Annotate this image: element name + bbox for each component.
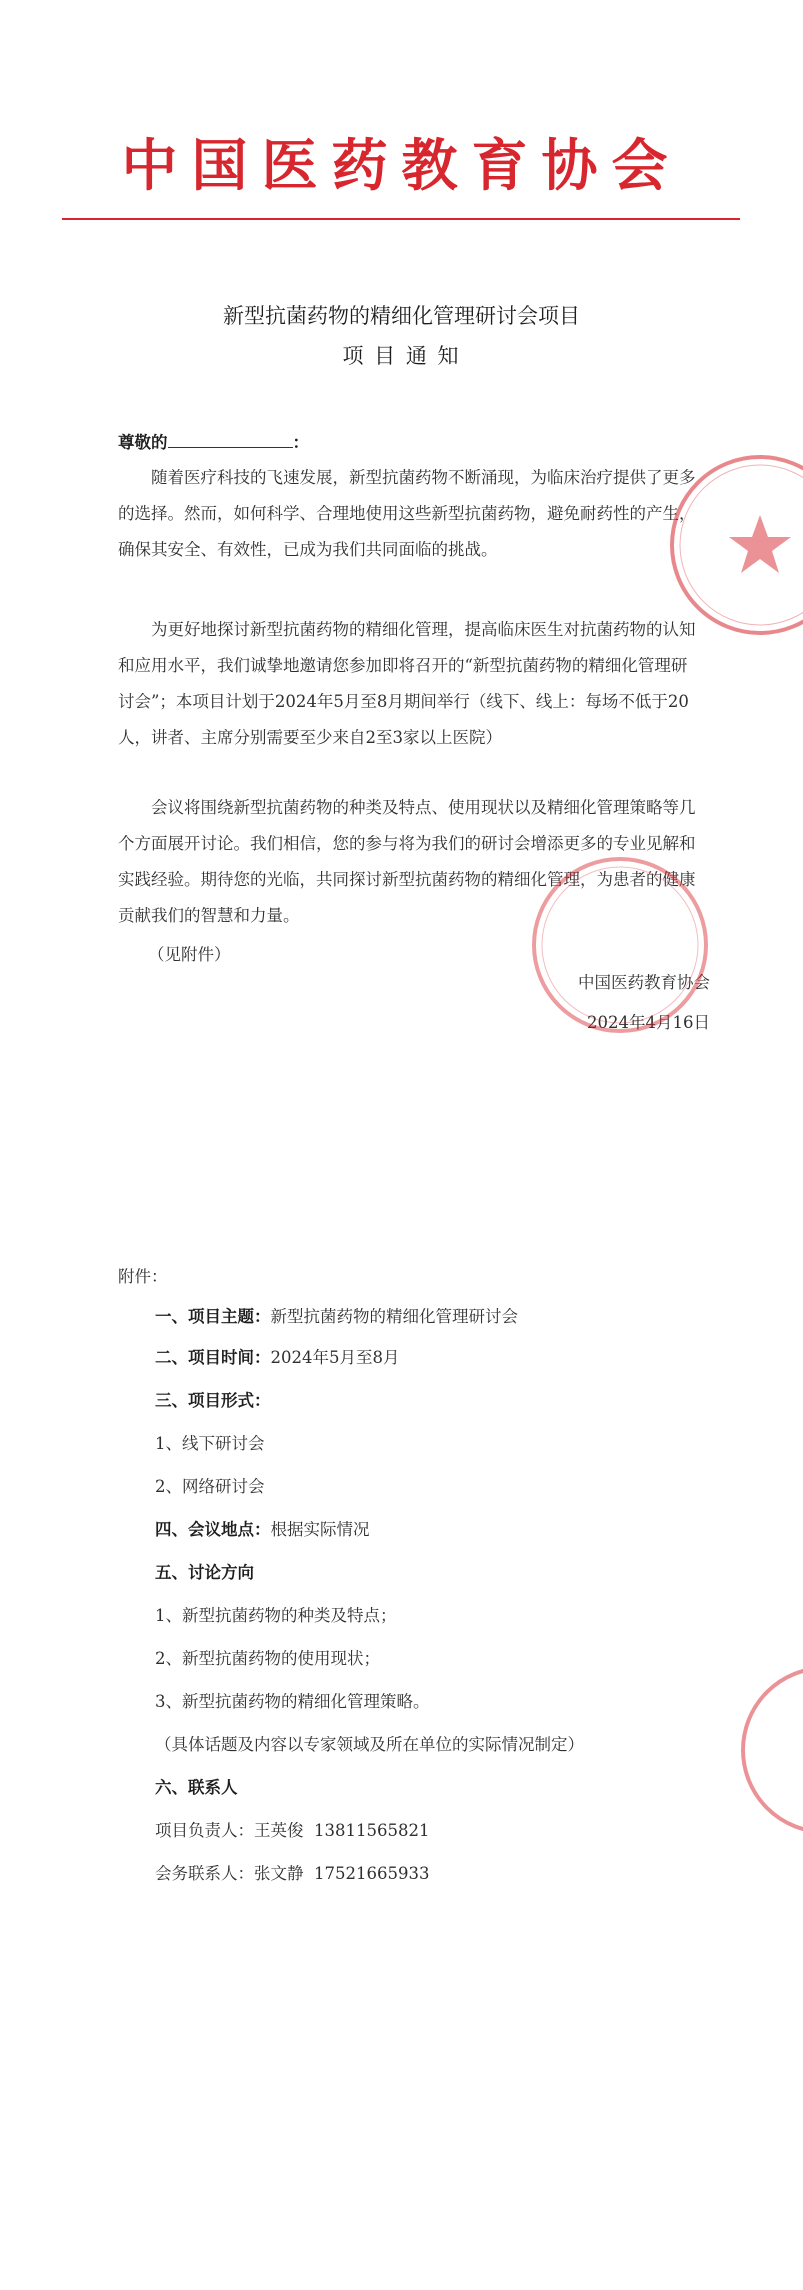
attachment-discussion [155, 1559, 254, 1583]
document-title: 新型抗菌药物的精细化管理研讨会项目 [223, 304, 580, 328]
document-subtitle: 项 目 通 知 [342, 344, 461, 368]
salutation-colon: ： [292, 433, 309, 452]
contact-label: 六、联系人 [155, 1778, 238, 1797]
org-letterhead: 中国医药教育协会 [121, 133, 682, 199]
discussion-item: 3、新型抗菌药物的精细化管理策略。 [155, 1692, 430, 1711]
letterhead-rule [62, 218, 740, 220]
attachment-time [155, 1344, 400, 1368]
recipient-blank [168, 429, 293, 448]
venue-label: 四、会议地点： [155, 1520, 271, 1539]
contact-name: 王英俊 [254, 1821, 304, 1840]
contact-row [155, 1817, 429, 1841]
contact-row [155, 1860, 429, 1884]
salutation [118, 425, 309, 461]
discussion-item: 2、新型抗菌药物的使用现状； [155, 1649, 380, 1668]
contact-phone: 17521665933 [314, 1864, 430, 1883]
contact-role: 会务联系人： [155, 1864, 254, 1883]
discussion-item: 1、新型抗菌药物的种类及特点； [155, 1606, 397, 1625]
attachment-topic [155, 1303, 518, 1327]
format-item: 1、线下研讨会 [155, 1434, 265, 1453]
body-paragraph-3: 会议将围绕新型抗菌药物的种类及特点、使用现状以及精细化管理策略等几个方面展开讨论。我们相信，您的参与将为我们的研讨会增添更多的专业见解和实践经验。期待您的光临，共同探讨新型抗菌药物的精细化管理，为患者的健康贡献我们的智慧和力量。 [118, 798, 696, 925]
signature-org: 中国医药教育协会 [578, 973, 710, 992]
contact-phone: 13811565821 [314, 1821, 430, 1840]
format-label: 三、项目形式： [155, 1391, 271, 1410]
format-item: 2、网络研讨会 [155, 1477, 265, 1496]
time-value: 2024年5月至8月 [270, 1348, 400, 1367]
discussion-note: （具体话题及内容以专家领域及所在单位的实际情况制定） [155, 1735, 584, 1754]
attachment-heading: 附件： [118, 1267, 168, 1286]
time-label: 二、项目时间： [155, 1348, 271, 1367]
attachment-venue [155, 1516, 370, 1540]
attachment-contacts [155, 1774, 238, 1798]
contact-role: 项目负责人： [155, 1821, 254, 1840]
topic-label: 一、项目主题： [155, 1307, 271, 1326]
discussion-label: 五、讨论方向 [155, 1563, 254, 1582]
page-edge-seal-stamp [735, 1660, 803, 1840]
body-paragraph-1: 随着医疗科技的飞速发展，新型抗菌药物不断涌现，为临床治疗提供了更多的选择。然而，如何科学、合理地使用这些新型抗菌药物，避免耐药性的产生，确保其安全、有效性，已成为我们共同面临的挑战。 [118, 468, 696, 559]
see-attachment: （见附件） [148, 945, 231, 964]
attachment-format [155, 1387, 271, 1411]
venue-value: 根据实际情况 [270, 1520, 370, 1539]
salutation-label: 尊敬的 [118, 433, 168, 452]
signature-date: 2024年4月16日 [587, 1013, 710, 1032]
body-paragraph-2: 为更好地探讨新型抗菌药物的精细化管理，提高临床医生对抗菌药物的认知和应用水平，我们诚挚地邀请您参加即将召开的“新型抗菌药物的精细化管理研讨会”；本项目计划于2024年5月至8月期间举行（线下、线上：每场不低于20人，讲者、主席分别需要至少来自2至3家以上医院） [118, 620, 696, 747]
topic-value: 新型抗菌药物的精细化管理研讨会 [270, 1307, 518, 1326]
contact-name: 张文静 [254, 1864, 304, 1883]
